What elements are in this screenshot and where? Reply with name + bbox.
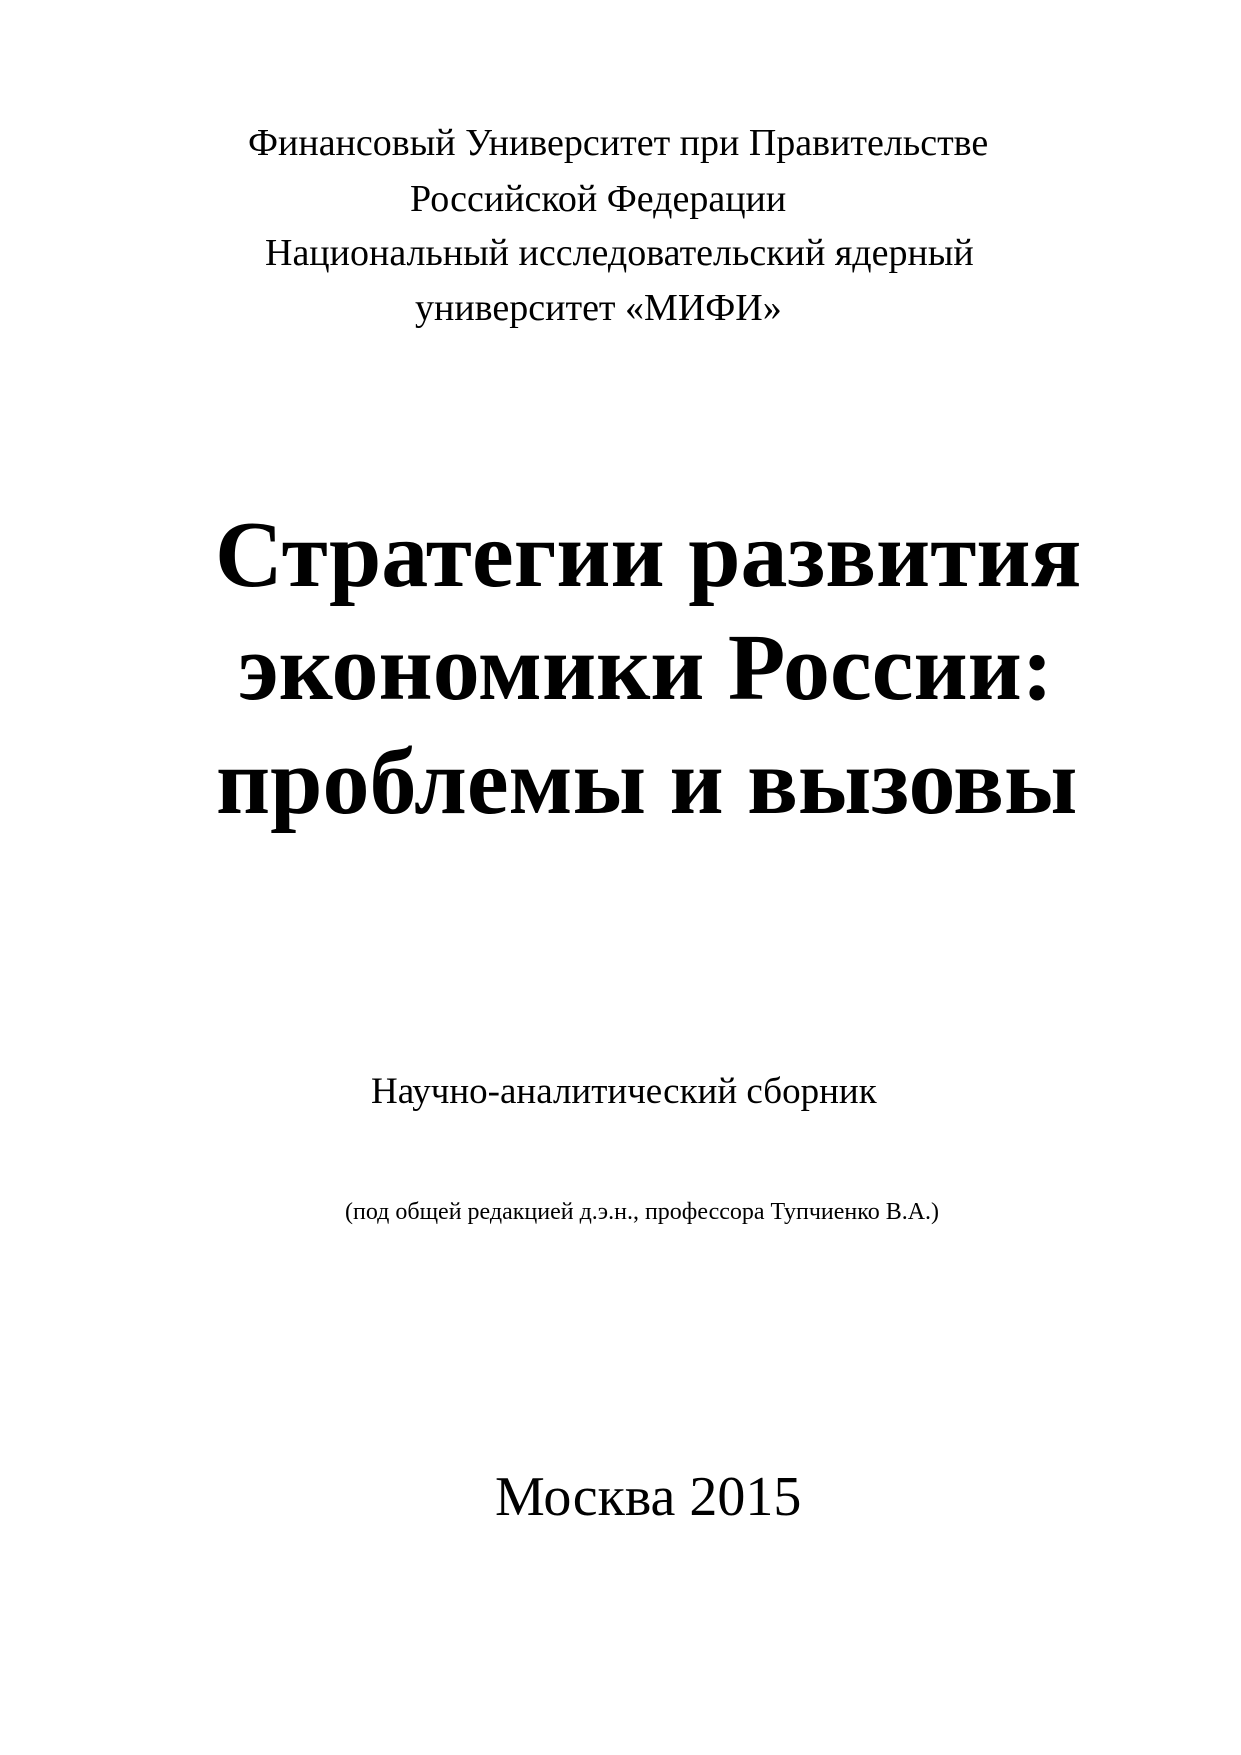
place-and-year: Москва 2015 [495, 1466, 802, 1528]
institution-line-4: университет «МИФИ» [415, 287, 782, 329]
document-title-line-3: проблемы и вызовы [216, 730, 1078, 834]
institution-line-3: Национальный исследовательский ядерный [265, 232, 974, 274]
document-title-line-1: Стратегии развития [215, 503, 1082, 607]
document-subtitle: Научно-аналитический сборник [371, 1071, 877, 1112]
institution-line-2: Российской Федерации [410, 178, 787, 220]
editor-note: (под общей редакцией д.э.н., профессора Тупчиенко В.А.) [345, 1199, 940, 1225]
institution-line-1: Финансовый Университет при Правительстве [248, 122, 989, 164]
document-title-line-2: экономики России: [238, 616, 1054, 720]
